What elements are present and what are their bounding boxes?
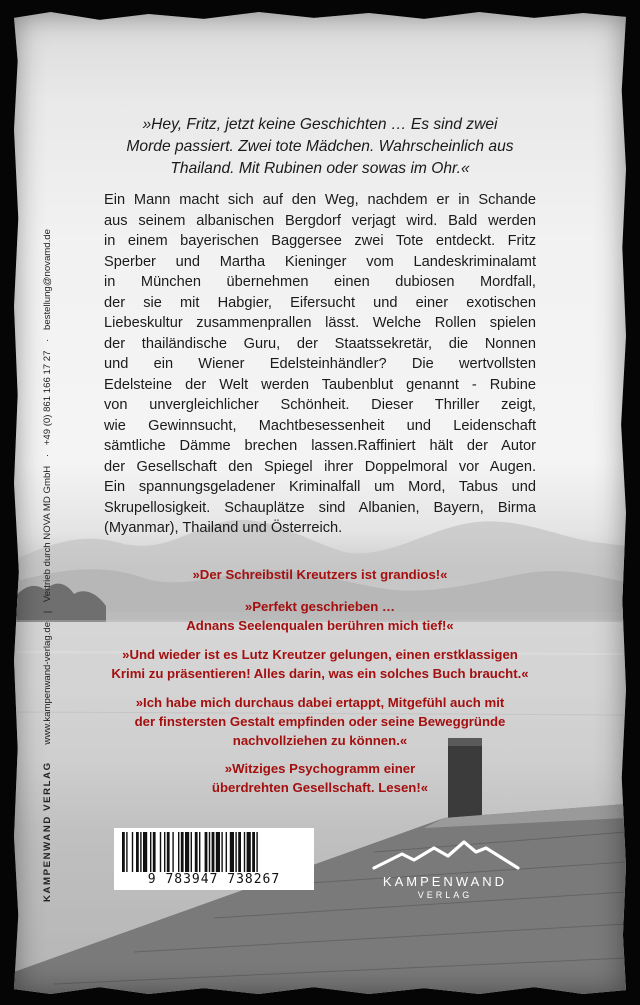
- intro-quote-line: »Hey, Fritz, jetzt keine Geschichten … Es sind zwei: [142, 116, 498, 133]
- review-quote: [100, 645, 540, 683]
- barcode-bar: [160, 832, 161, 872]
- review-line: überdrehten Gesellschaft. Lesen!«: [211, 780, 429, 795]
- blurb-line: (Myanmar), Thailand und Österreich.: [104, 520, 343, 536]
- barcode-bar: [132, 832, 133, 872]
- blurb-line: sämtliche Dämme brechen lassen.Raffiniert hält der Autor: [104, 438, 536, 454]
- barcode-bar: [181, 832, 184, 872]
- barcode-bar: [136, 832, 139, 872]
- blurb-line: der Gesellschaft den Spiegel ihrer Doppelmoral vor Augen.: [104, 458, 536, 475]
- barcode-bar: [205, 832, 208, 872]
- barcode-bar: [140, 832, 141, 872]
- barcode-bar: [230, 832, 234, 872]
- review-line: »Perfekt geschrieben …: [244, 599, 396, 614]
- isbn-barcode: [114, 828, 314, 890]
- barcode-bar: [150, 832, 151, 872]
- publisher-logo: [360, 838, 530, 908]
- review-line: »Der Schreibstil Kreutzers ist grandios!«: [192, 567, 448, 582]
- barcode-bar: [172, 832, 173, 872]
- logo-sub: VERLAG: [417, 890, 473, 900]
- blurb-line: der thailändische Guru, der Staatssekretär, die Nonnen: [104, 335, 536, 352]
- blurb-line: und ein Wiener Edelsteinhändler? Die wertvollsten: [104, 356, 536, 372]
- barcode-bar: [252, 832, 255, 872]
- blurb-line: Ein spannungsgeladener Kriminalfall um Mord, Tabus und: [104, 479, 536, 495]
- barcode-bar: [164, 832, 165, 872]
- barcode-bar: [167, 832, 170, 872]
- review-line: »Witziges Psychogramm einer: [224, 761, 416, 776]
- spine-email: bestellung@novamd.de: [42, 229, 53, 330]
- barcode-bar: [185, 832, 189, 872]
- review-quote: [100, 597, 540, 635]
- blurb-line: Ein Mann macht sich auf den Weg, nachdem er in Schande: [104, 192, 536, 208]
- barcode-bar: [256, 832, 257, 872]
- review-line: nachvollziehen zu können.«: [232, 733, 408, 748]
- review-line: der finstersten Gestalt empfinden oder seine Beweggründe: [134, 714, 506, 729]
- review-line: »Ich habe mich durchaus dabei ertappt, Mitgefühl auch mit: [135, 695, 505, 710]
- blurb-line: Liebeskultur zusammenprallen lässt. Welche Rollen spielen: [104, 315, 536, 331]
- spine-distribution: Vertrieb durch NOVA MD GmbH: [42, 465, 53, 603]
- spine-separator: |: [42, 610, 53, 614]
- barcode-bars: [120, 832, 308, 872]
- barcode-bar: [209, 832, 210, 872]
- barcode-bar: [212, 832, 215, 872]
- barcode-bar: [216, 832, 220, 872]
- blurb-line: von unvergleichlicher Schönheit. Dieser Thriller zeigt,: [104, 397, 536, 413]
- blurb-line: Sperber und Martha Kieninger vom Landeskriminalamt: [104, 253, 536, 270]
- logo-brand: KAMPENWAND: [382, 874, 508, 889]
- blurb-line: in einem bayerischen Baggersee zwei Tote entdeckt. Fritz: [104, 233, 536, 249]
- barcode-bar: [199, 832, 200, 872]
- barcode-bar: [221, 832, 222, 872]
- barcode-bar: [235, 832, 236, 872]
- spine-publisher: KAMPENWAND VERLAG: [42, 761, 53, 902]
- barcode-bar: [244, 832, 245, 872]
- intro-quote: [118, 114, 522, 180]
- blurb-line: Skrupellosigkeit. Schauplätze sind Albanien, Bayern, Birma: [104, 499, 536, 516]
- review-line: Krimi zu präsentieren! Alles darin, was ein solches Buch braucht.«: [111, 666, 529, 681]
- review-quote: [100, 565, 540, 584]
- blurb-line: wie Gewinnsucht, Machtbesessenheit und Leidenschaft: [104, 417, 536, 434]
- mountain-logo-icon: [372, 838, 520, 872]
- isbn-number: 9 783947 738267: [147, 872, 281, 887]
- barcode-bar: [122, 832, 125, 872]
- intro-quote-line: Morde passiert. Zwei tote Mädchen. Wahrscheinlich aus: [126, 138, 514, 155]
- review-line: Adnans Seelenqualen berühren mich tief!«: [186, 618, 454, 633]
- barcode-bar: [178, 832, 179, 872]
- barcode-bar: [191, 832, 192, 872]
- review-line: »Und wieder ist es Lutz Kreutzer gelungen, einen erstklassigen: [122, 647, 518, 662]
- blurb-line: aus seinem albanischen Bergdorf verjagt wird. Bald werden: [104, 212, 536, 229]
- spine-separator: ·: [42, 338, 53, 342]
- barcode-bar: [247, 832, 251, 872]
- barcode-bar: [126, 832, 127, 872]
- review-quote: [100, 693, 540, 750]
- blurb-line: der sie mit Habgier, Eifersucht und einer exotischen: [104, 294, 536, 311]
- spine-website: www.kampenwand-verlag.de: [42, 621, 53, 745]
- spine-phone: +49 (0) 861 166 17 27: [42, 350, 53, 446]
- intro-quote-line: Thailand. Mit Rubinen oder sowas im Ohr.«: [170, 160, 470, 177]
- barcode-bar: [143, 832, 147, 872]
- barcode-bar: [238, 832, 241, 872]
- blurb-line: in München übernehmen einen dubiosen Mordfall,: [104, 274, 536, 290]
- spine-info: [42, 229, 53, 902]
- blurb-paragraph: [104, 190, 536, 539]
- barcode-bar: [226, 832, 227, 872]
- spine-separator: ·: [42, 453, 53, 458]
- barcode-bar: [153, 832, 156, 872]
- review-quote: [100, 759, 540, 797]
- blurb-line: Edelsteine der Welt werden Taubenblut genannt - Rubine: [104, 376, 536, 393]
- barcode-bar: [195, 832, 198, 872]
